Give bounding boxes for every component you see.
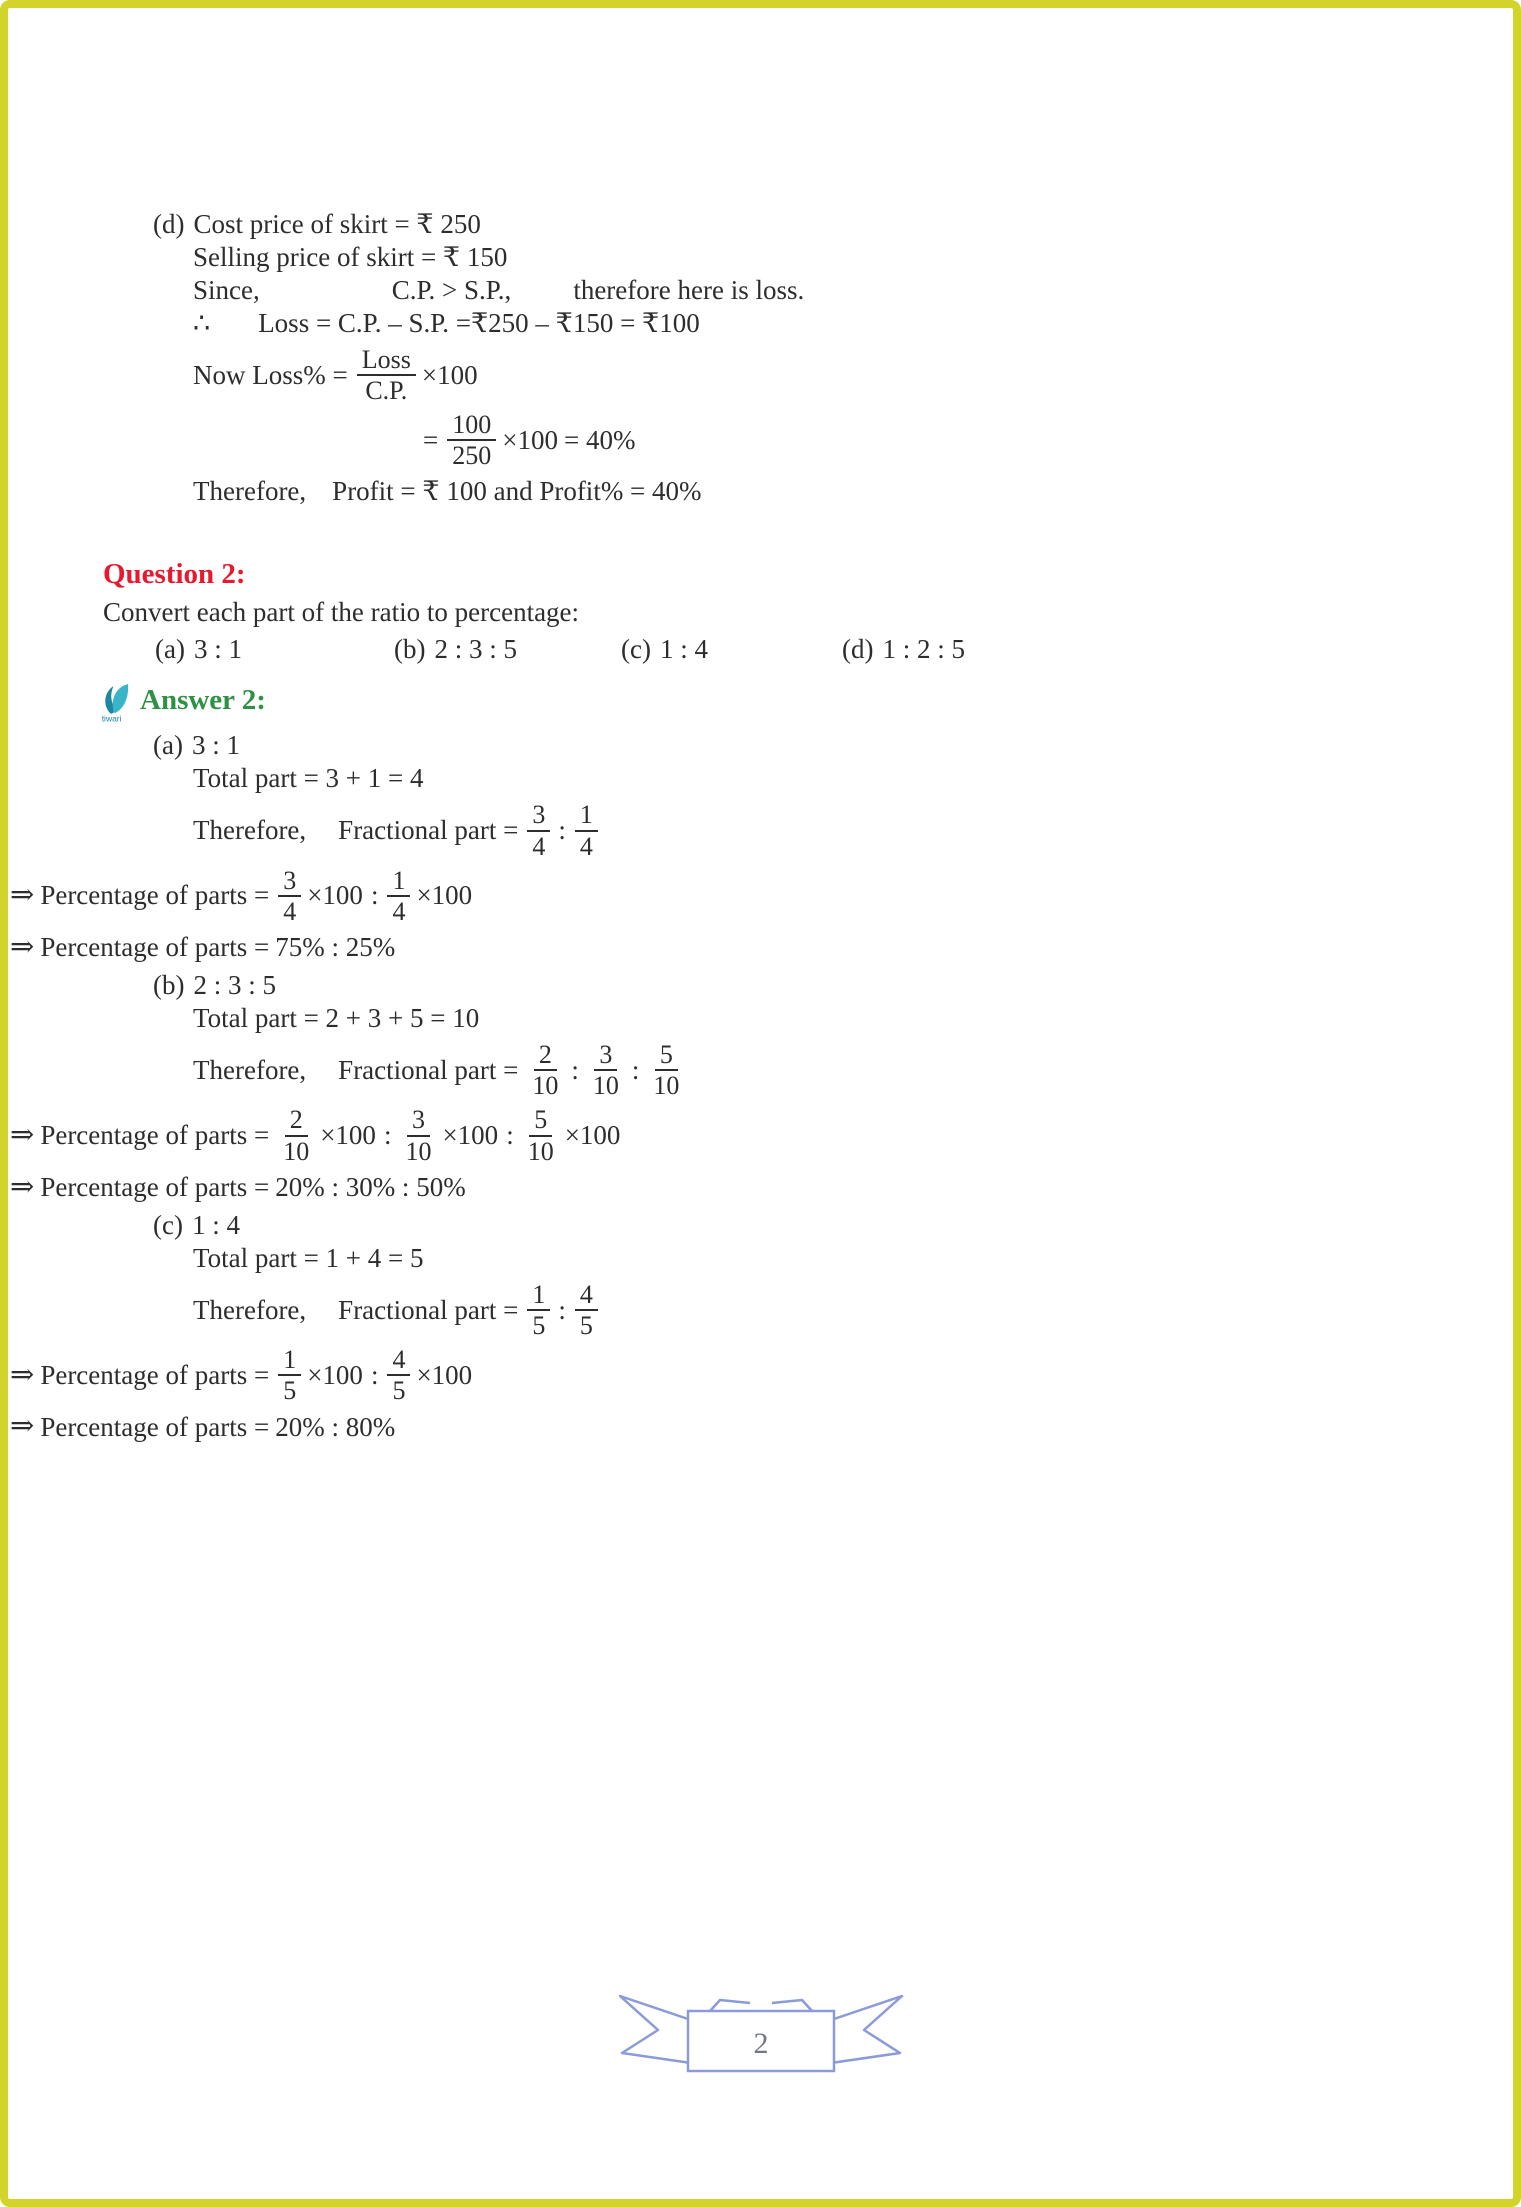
ratio-colon: : — [558, 1294, 566, 1325]
percentage-formula-line — [8, 1105, 1513, 1165]
part-b-label: (b) — [153, 970, 185, 1001]
loss-fraction — [357, 345, 416, 405]
option-a — [155, 634, 242, 665]
ribbon-banner-icon — [616, 1990, 906, 2080]
question-2 — [8, 554, 1513, 665]
therefore-word: Therefore, — [193, 1294, 307, 1325]
loss-percent-formula — [193, 345, 1513, 405]
fraction — [387, 1345, 410, 1405]
fraction-denominator: 10 — [532, 1071, 559, 1101]
times-100: ×100 — [307, 1359, 363, 1390]
percentage-result: 20% : 80% — [275, 1411, 396, 1442]
fraction-numerator: 1 — [527, 1280, 550, 1311]
question-options — [8, 634, 1513, 665]
fraction-numerator: 3 — [594, 1040, 617, 1071]
fraction-numerator: 3 — [407, 1105, 430, 1136]
ratio-colon: : — [631, 1054, 640, 1085]
page-number-ribbon — [616, 1990, 906, 2087]
answer2-part-c — [8, 1209, 1513, 1444]
fraction-denominator: 4 — [283, 896, 297, 926]
ratio-line — [8, 1209, 1513, 1242]
ratio-colon: : — [383, 1120, 392, 1151]
option-label: (b) — [393, 634, 426, 665]
option-b — [394, 634, 517, 665]
percentage-label: Percentage of parts = — [40, 1171, 270, 1202]
part-a-label: (a) — [153, 730, 183, 761]
therefore-word: Therefore, — [193, 476, 307, 507]
fraction-numerator: Loss — [357, 345, 416, 376]
value-fraction — [447, 410, 496, 470]
fraction-denominator: 5 — [532, 1311, 546, 1341]
fraction-denominator: 10 — [592, 1071, 619, 1101]
loss-percent-result: = 40% — [563, 424, 636, 455]
option-label: (d) — [841, 634, 874, 665]
percentage-result-line — [8, 1171, 1513, 1204]
loss-equation-line — [193, 307, 1513, 340]
fractional-part-label: Fractional part = — [338, 815, 519, 846]
times-100: ×100 — [421, 359, 478, 390]
cp-sp-comparison: C.P. > S.P., — [391, 275, 512, 305]
option-label: (a) — [155, 634, 185, 665]
question-heading: Question 2: — [103, 558, 246, 591]
percentage-label: Percentage of parts = — [40, 1411, 270, 1442]
ratio-colon: : — [370, 880, 379, 911]
fraction-denominator: 250 — [452, 441, 492, 471]
option-label: (c) — [620, 634, 651, 665]
percentage-result: 20% : 30% : 50% — [275, 1171, 466, 1202]
times-100: ×100 — [502, 424, 558, 455]
ratio-colon: : — [571, 1054, 579, 1085]
loss-note: therefore here is loss. — [573, 275, 805, 305]
therefore-word: Therefore, — [193, 1054, 307, 1085]
option-c — [621, 634, 708, 665]
fraction-denominator: 4 — [532, 831, 546, 861]
times-100: ×100 — [442, 1120, 499, 1151]
fraction — [575, 800, 598, 860]
percentage-formula-line — [8, 1345, 1513, 1405]
percentage-label: Percentage of parts = — [40, 1359, 270, 1390]
fraction-denominator: 10 — [653, 1071, 680, 1101]
fraction-denominator: C.P. — [365, 376, 408, 406]
implies-arrow-icon: ⇒ — [10, 879, 35, 912]
fractional-part-line — [193, 1280, 1513, 1340]
times-100: ×100 — [416, 1359, 473, 1390]
total-part-line: Total part = 3 + 1 = 4 — [193, 763, 424, 794]
fraction-denominator: 10 — [527, 1136, 554, 1166]
percentage-formula-line — [8, 866, 1513, 926]
fraction-numerator: 4 — [575, 1280, 598, 1311]
fraction — [523, 1105, 559, 1165]
total-part-line: Total part = 1 + 4 = 5 — [193, 1243, 424, 1273]
fractional-part-label: Fractional part = — [338, 1054, 519, 1085]
fractional-part-line — [193, 800, 1513, 860]
fraction-numerator: 100 — [447, 410, 496, 441]
ratio-colon: : — [558, 815, 566, 846]
fraction — [588, 1040, 624, 1100]
ratio-text: 1 : 4 — [191, 1210, 240, 1240]
option-d — [842, 634, 965, 665]
fractional-part-line — [193, 1040, 1513, 1100]
fraction-numerator: 3 — [278, 866, 301, 897]
option-ratio: 3 : 1 — [193, 634, 242, 665]
percentage-label: Percentage of parts = — [40, 1120, 270, 1151]
percentage-result: 75% : 25% — [275, 932, 396, 963]
fraction-numerator: 2 — [285, 1105, 308, 1136]
fraction-denominator: 10 — [405, 1136, 432, 1166]
times-100: ×100 — [307, 880, 363, 911]
percentage-result-line — [8, 931, 1513, 964]
since-line — [193, 274, 1513, 307]
fraction — [400, 1105, 436, 1165]
percentage-label: Percentage of parts = — [40, 932, 270, 963]
fraction-numerator: 3 — [527, 800, 550, 831]
answer2-part-b — [8, 969, 1513, 1204]
ratio-text: 3 : 1 — [191, 730, 240, 761]
answer-heading-row — [100, 679, 1513, 724]
conclusion-text: Profit = ₹ 100 and Profit% = 40% — [332, 476, 702, 507]
fraction-numerator: 4 — [387, 1345, 410, 1376]
fraction-numerator: 5 — [655, 1040, 678, 1071]
fraction — [527, 1040, 563, 1100]
loss-equation: Loss = C.P. – S.P. =₹250 – ₹150 = ₹100 — [258, 308, 700, 338]
selling-price-line: Selling price of skirt = ₹ 150 — [193, 242, 508, 272]
solution-content — [8, 8, 1513, 1444]
part-d-conclusion — [193, 475, 1513, 508]
fraction — [387, 866, 410, 926]
cost-price-line — [8, 208, 1513, 241]
fraction — [527, 800, 550, 860]
cost-price-text: Cost price of skirt = ₹ 250 — [193, 209, 481, 239]
part-d-label: (d) — [153, 209, 185, 239]
implies-arrow-icon: ⇒ — [10, 1118, 35, 1151]
ratio-text: 2 : 3 : 5 — [193, 970, 276, 1001]
answer2-part-a — [8, 729, 1513, 964]
option-ratio: 2 : 3 : 5 — [434, 634, 517, 665]
fraction-numerator: 1 — [278, 1345, 301, 1376]
loss-percent-lhs: Now Loss% = — [193, 359, 348, 390]
since-word: Since, — [193, 275, 260, 305]
fraction-denominator: 10 — [283, 1136, 310, 1166]
equals-sign: = — [423, 424, 439, 455]
percentage-label: Percentage of parts = — [40, 880, 270, 911]
ratio-colon: : — [370, 1359, 379, 1390]
fraction-denominator: 5 — [579, 1311, 593, 1341]
fractional-part-label: Fractional part = — [338, 1294, 519, 1325]
fraction-numerator: 5 — [529, 1105, 552, 1136]
fraction-numerator: 1 — [575, 800, 598, 831]
ratio-line — [8, 969, 1513, 1002]
implies-arrow-icon: ⇒ — [10, 1410, 35, 1443]
therefore-word: Therefore, — [193, 815, 307, 846]
part-c-label: (c) — [153, 1210, 183, 1240]
fraction — [575, 1280, 598, 1340]
implies-arrow-icon: ⇒ — [10, 1358, 35, 1391]
total-part-line: Total part = 2 + 3 + 5 = 10 — [193, 1003, 480, 1034]
answer-heading: Answer 2: — [140, 684, 266, 717]
fraction-denominator: 5 — [283, 1376, 297, 1406]
fraction-denominator: 4 — [392, 896, 406, 926]
ratio-colon: : — [506, 1120, 514, 1151]
fraction — [278, 1105, 314, 1165]
fraction-numerator: 1 — [387, 866, 410, 897]
times-100: ×100 — [320, 1120, 376, 1151]
times-100: ×100 — [564, 1120, 621, 1151]
option-ratio: 1 : 2 : 5 — [882, 634, 965, 665]
question-prompt: Convert each part of the ratio to percentage: — [103, 597, 580, 628]
tiwari-leaf-logo-icon — [100, 681, 134, 723]
answer1-part-d — [8, 208, 1513, 508]
times-100: ×100 — [416, 880, 473, 911]
logo-wordmark: tiwari — [101, 713, 122, 724]
page-number: 2 — [753, 2027, 768, 2060]
fraction-denominator: 5 — [392, 1376, 406, 1406]
answer-2 — [8, 679, 1513, 1443]
implies-arrow-icon: ⇒ — [10, 1170, 35, 1203]
fraction — [278, 1345, 301, 1405]
option-ratio: 1 : 4 — [659, 634, 708, 665]
fraction-denominator: 4 — [579, 831, 593, 861]
therefore-symbol: ∴ — [193, 308, 211, 338]
implies-arrow-icon: ⇒ — [10, 930, 35, 963]
fraction — [527, 1280, 550, 1340]
fraction-numerator: 2 — [534, 1040, 557, 1071]
loss-percent-value-formula — [423, 410, 1513, 470]
fraction — [648, 1040, 684, 1100]
percentage-result-line — [8, 1410, 1513, 1443]
fraction — [278, 866, 301, 926]
ratio-line — [8, 729, 1513, 762]
